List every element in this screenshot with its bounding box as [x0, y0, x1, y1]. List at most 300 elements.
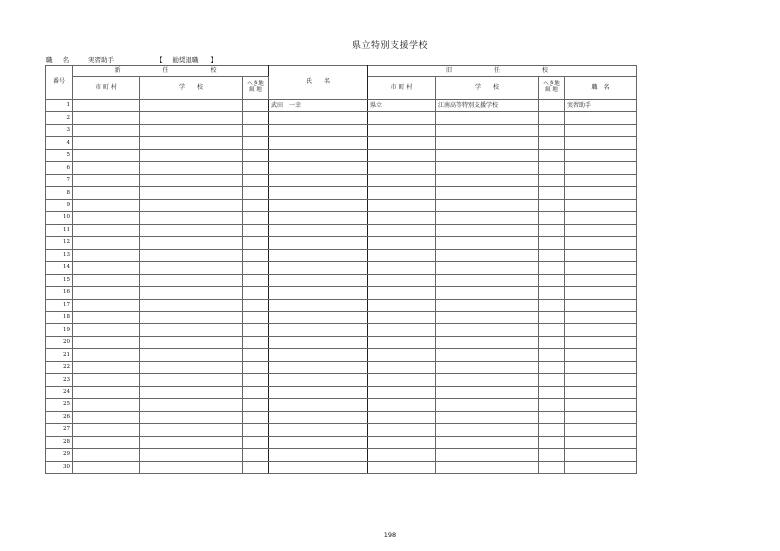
new-city-cell [73, 386, 140, 398]
new-city-cell [73, 112, 140, 124]
new-city-cell [73, 374, 140, 386]
row-number: 9 [46, 199, 73, 211]
old-remote-cell [539, 311, 565, 323]
table-row [46, 199, 637, 211]
new-school-cell [140, 162, 243, 174]
row-number: 12 [46, 237, 73, 249]
old-school-cell [436, 212, 539, 224]
new-remote-cell [243, 349, 269, 361]
old-school-cell [436, 162, 539, 174]
old-remote-cell [539, 224, 565, 236]
name-cell: 武田 一幸 [269, 100, 368, 112]
old-remote-cell [539, 374, 565, 386]
new-remote-cell [243, 461, 269, 473]
position-cell [565, 399, 637, 411]
row-number: 14 [46, 262, 73, 274]
name-cell [269, 336, 368, 348]
position-cell [565, 249, 637, 261]
new-remote-cell [243, 424, 269, 436]
position-cell [565, 224, 637, 236]
table-row [46, 187, 637, 199]
old-remote-cell [539, 162, 565, 174]
table-row [46, 249, 637, 261]
old-school-cell [436, 299, 539, 311]
new-remote-cell [243, 361, 269, 373]
new-school-cell [140, 100, 243, 112]
header-new-remote-area: へき地 級 地 [243, 77, 269, 100]
row-number: 26 [46, 411, 73, 423]
page-number: 198 [383, 531, 397, 539]
position-cell [565, 112, 637, 124]
name-cell [269, 436, 368, 448]
row-number: 7 [46, 174, 73, 186]
new-school-cell [140, 287, 243, 299]
row-number: 18 [46, 311, 73, 323]
header-old-school: 旧 任 校 [368, 66, 637, 77]
old-school-cell [436, 399, 539, 411]
table-row [46, 162, 637, 174]
name-cell [269, 361, 368, 373]
old-city-cell [368, 299, 436, 311]
row-number: 5 [46, 149, 73, 161]
old-city-cell [368, 361, 436, 373]
new-remote-cell [243, 237, 269, 249]
new-city-cell [73, 311, 140, 323]
old-remote-cell [539, 274, 565, 286]
new-school-cell [140, 174, 243, 186]
new-city-cell [73, 249, 140, 261]
position-cell [565, 162, 637, 174]
row-number: 25 [46, 399, 73, 411]
old-remote-cell [539, 336, 565, 348]
position-cell [565, 137, 637, 149]
name-cell [269, 449, 368, 461]
old-school-cell [436, 262, 539, 274]
old-school-cell [436, 386, 539, 398]
new-remote-cell [243, 274, 269, 286]
new-school-cell [140, 299, 243, 311]
row-number: 8 [46, 187, 73, 199]
new-remote-cell [243, 299, 269, 311]
new-school-cell [140, 411, 243, 423]
old-city-cell [368, 374, 436, 386]
new-city-cell [73, 212, 140, 224]
table-row [46, 449, 637, 461]
new-city-cell [73, 237, 140, 249]
position-cell [565, 237, 637, 249]
new-remote-cell [243, 324, 269, 336]
position-value: 実習助手 [88, 56, 114, 64]
old-school-cell [436, 187, 539, 199]
new-remote-cell [243, 149, 269, 161]
name-cell [269, 174, 368, 186]
header-old-city: 市 町 村 [368, 77, 436, 100]
name-cell [269, 411, 368, 423]
new-school-cell [140, 349, 243, 361]
position-cell [565, 336, 637, 348]
new-remote-cell [243, 411, 269, 423]
name-cell [269, 424, 368, 436]
new-city-cell [73, 287, 140, 299]
old-remote-cell [539, 349, 565, 361]
name-cell [269, 162, 368, 174]
position-cell [565, 287, 637, 299]
table-row [46, 361, 637, 373]
name-cell [269, 212, 368, 224]
name-cell [269, 237, 368, 249]
old-city-cell [368, 274, 436, 286]
table-row [46, 237, 637, 249]
old-remote-cell [539, 187, 565, 199]
position-cell [565, 124, 637, 136]
row-number: 1 [46, 100, 73, 112]
old-school-cell [436, 311, 539, 323]
new-school-cell [140, 361, 243, 373]
new-school-cell [140, 249, 243, 261]
position-cell [565, 262, 637, 274]
position-cell [565, 449, 637, 461]
position-cell [565, 374, 637, 386]
position-cell [565, 461, 637, 473]
new-city-cell [73, 399, 140, 411]
new-school-cell [140, 212, 243, 224]
name-cell [269, 461, 368, 473]
old-city-cell [368, 137, 436, 149]
new-school-cell [140, 224, 243, 236]
new-city-cell [73, 224, 140, 236]
old-city-cell [368, 149, 436, 161]
old-city-cell [368, 424, 436, 436]
new-school-cell [140, 149, 243, 161]
table-row [46, 399, 637, 411]
old-school-cell [436, 124, 539, 136]
header-number: 番号 [46, 66, 73, 100]
new-city-cell [73, 336, 140, 348]
new-remote-cell [243, 100, 269, 112]
old-city-cell [368, 262, 436, 274]
old-school-cell [436, 174, 539, 186]
new-city-cell [73, 424, 140, 436]
table-body [46, 100, 637, 474]
old-school-cell [436, 461, 539, 473]
row-number: 22 [46, 361, 73, 373]
old-city-cell [368, 249, 436, 261]
position-cell [565, 386, 637, 398]
table-row [46, 124, 637, 136]
new-city-cell [73, 299, 140, 311]
row-number: 3 [46, 124, 73, 136]
position-cell [565, 274, 637, 286]
old-city-cell [368, 349, 436, 361]
old-remote-cell [539, 449, 565, 461]
old-remote-cell [539, 436, 565, 448]
new-remote-cell [243, 336, 269, 348]
table-row [46, 149, 637, 161]
new-city-cell [73, 324, 140, 336]
table-row [46, 112, 637, 124]
position-cell [565, 174, 637, 186]
old-school-cell [436, 249, 539, 261]
bracket-close: 】 [210, 56, 217, 64]
new-city-cell [73, 411, 140, 423]
old-remote-cell [539, 262, 565, 274]
old-remote-cell [539, 174, 565, 186]
old-remote-cell [539, 287, 565, 299]
name-cell [269, 399, 368, 411]
new-school-cell [140, 436, 243, 448]
row-number: 17 [46, 299, 73, 311]
new-city-cell [73, 274, 140, 286]
bracket-open: 【 [156, 56, 163, 64]
old-school-cell [436, 349, 539, 361]
name-cell [269, 311, 368, 323]
new-city-cell [73, 199, 140, 211]
old-remote-cell [539, 249, 565, 261]
table-row [46, 174, 637, 186]
row-number: 20 [46, 336, 73, 348]
old-school-cell [436, 224, 539, 236]
name-cell [269, 274, 368, 286]
new-school-cell [140, 112, 243, 124]
old-city-cell [368, 124, 436, 136]
position-cell [565, 149, 637, 161]
name-cell [269, 262, 368, 274]
new-city-cell [73, 124, 140, 136]
old-remote-cell [539, 361, 565, 373]
table-row [46, 212, 637, 224]
table-row [46, 436, 637, 448]
old-remote-cell [539, 424, 565, 436]
old-remote-cell [539, 411, 565, 423]
old-remote-cell [539, 237, 565, 249]
new-school-cell [140, 187, 243, 199]
table-row [46, 274, 637, 286]
new-city-cell [73, 461, 140, 473]
old-school-cell [436, 137, 539, 149]
name-cell [269, 187, 368, 199]
new-city-cell [73, 449, 140, 461]
new-remote-cell [243, 449, 269, 461]
name-cell [269, 249, 368, 261]
header-new-school: 新 任 校 [73, 66, 269, 77]
new-school-cell [140, 262, 243, 274]
old-city-cell [368, 336, 436, 348]
position-cell [565, 349, 637, 361]
old-school-cell [436, 449, 539, 461]
old-city-cell [368, 386, 436, 398]
new-school-cell [140, 274, 243, 286]
new-remote-cell [243, 124, 269, 136]
new-city-cell [73, 349, 140, 361]
table-row [46, 100, 637, 112]
row-number: 16 [46, 287, 73, 299]
position-cell [565, 187, 637, 199]
old-remote-cell [539, 149, 565, 161]
old-city-cell [368, 174, 436, 186]
row-number: 30 [46, 461, 73, 473]
position-cell [565, 411, 637, 423]
table-row [46, 287, 637, 299]
table-row [46, 224, 637, 236]
row-number: 10 [46, 212, 73, 224]
row-number: 27 [46, 424, 73, 436]
new-school-cell [140, 336, 243, 348]
table-row [46, 336, 637, 348]
table-row [46, 299, 637, 311]
new-remote-cell [243, 399, 269, 411]
name-cell [269, 199, 368, 211]
name-cell [269, 324, 368, 336]
row-number: 29 [46, 449, 73, 461]
header-position: 職 名 [565, 77, 637, 100]
old-remote-cell [539, 112, 565, 124]
row-number: 28 [46, 436, 73, 448]
new-remote-cell [243, 287, 269, 299]
row-number: 15 [46, 274, 73, 286]
old-remote-cell [539, 299, 565, 311]
old-city-cell [368, 237, 436, 249]
old-city-cell [368, 212, 436, 224]
table-row [46, 311, 637, 323]
header-new-school-name: 学 校 [140, 77, 243, 100]
position-cell [565, 199, 637, 211]
old-school-cell [436, 361, 539, 373]
new-school-cell [140, 461, 243, 473]
position-cell: 実習助手 [565, 100, 637, 112]
row-number: 11 [46, 224, 73, 236]
new-school-cell [140, 311, 243, 323]
old-remote-cell [539, 137, 565, 149]
position-cell [565, 436, 637, 448]
old-school-cell [436, 112, 539, 124]
new-remote-cell [243, 386, 269, 398]
table-row [46, 386, 637, 398]
new-remote-cell [243, 249, 269, 261]
position-cell [565, 361, 637, 373]
table-row [46, 424, 637, 436]
row-number: 4 [46, 137, 73, 149]
position-cell [565, 424, 637, 436]
new-city-cell [73, 187, 140, 199]
new-school-cell [140, 199, 243, 211]
old-school-cell [436, 274, 539, 286]
new-school-cell [140, 237, 243, 249]
new-school-cell [140, 137, 243, 149]
name-cell [269, 374, 368, 386]
new-city-cell [73, 149, 140, 161]
new-city-cell [73, 137, 140, 149]
name-cell [269, 224, 368, 236]
old-city-cell [368, 461, 436, 473]
position-cell [565, 212, 637, 224]
new-remote-cell [243, 311, 269, 323]
new-remote-cell [243, 374, 269, 386]
old-remote-cell [539, 124, 565, 136]
table-row [46, 137, 637, 149]
new-city-cell [73, 100, 140, 112]
row-number: 19 [46, 324, 73, 336]
name-cell [269, 386, 368, 398]
name-cell [269, 112, 368, 124]
old-school-cell [436, 237, 539, 249]
new-school-cell [140, 124, 243, 136]
new-remote-cell [243, 187, 269, 199]
new-remote-cell [243, 212, 269, 224]
old-school-cell [436, 436, 539, 448]
new-remote-cell [243, 199, 269, 211]
new-school-cell [140, 449, 243, 461]
new-school-cell [140, 424, 243, 436]
position-cell [565, 299, 637, 311]
header-name: 氏 名 [269, 66, 368, 100]
old-remote-cell [539, 461, 565, 473]
old-city-cell [368, 287, 436, 299]
row-number: 2 [46, 112, 73, 124]
row-number: 21 [46, 349, 73, 361]
new-remote-cell [243, 162, 269, 174]
old-city-cell [368, 411, 436, 423]
name-cell [269, 137, 368, 149]
new-city-cell [73, 436, 140, 448]
row-number: 24 [46, 386, 73, 398]
old-school-cell [436, 324, 539, 336]
new-city-cell [73, 162, 140, 174]
old-school-cell [436, 411, 539, 423]
table-row [46, 262, 637, 274]
old-city-cell [368, 449, 436, 461]
old-school-cell [436, 287, 539, 299]
header-old-remote-area: へき地 級 地 [539, 77, 565, 100]
old-remote-cell [539, 386, 565, 398]
position-cell [565, 311, 637, 323]
old-city-cell [368, 324, 436, 336]
table-row [46, 461, 637, 473]
old-school-cell [436, 374, 539, 386]
old-city-cell [368, 112, 436, 124]
old-remote-cell [539, 324, 565, 336]
old-remote-cell [539, 100, 565, 112]
position-key: 職 名 [46, 56, 74, 64]
new-remote-cell [243, 174, 269, 186]
old-school-cell [436, 336, 539, 348]
name-cell [269, 124, 368, 136]
name-cell [269, 149, 368, 161]
table-header [46, 66, 637, 100]
old-city-cell: 県立 [368, 100, 436, 112]
old-remote-cell [539, 212, 565, 224]
old-city-cell [368, 399, 436, 411]
document-title: 県立特別支援学校 [351, 41, 428, 51]
old-city-cell [368, 187, 436, 199]
new-school-cell [140, 399, 243, 411]
new-remote-cell [243, 224, 269, 236]
row-number: 23 [46, 374, 73, 386]
category-label-group [156, 55, 217, 64]
new-school-cell [140, 324, 243, 336]
old-remote-cell [539, 199, 565, 211]
new-remote-cell [243, 262, 269, 274]
category-label: 勧奨退職 [172, 56, 199, 64]
old-city-cell [368, 162, 436, 174]
old-city-cell [368, 199, 436, 211]
old-city-cell [368, 224, 436, 236]
new-school-cell [140, 374, 243, 386]
table-row [46, 374, 637, 386]
table-row [46, 324, 637, 336]
row-number: 13 [46, 249, 73, 261]
header-old-school-name: 学 校 [436, 77, 539, 100]
transfer-table [45, 65, 637, 474]
